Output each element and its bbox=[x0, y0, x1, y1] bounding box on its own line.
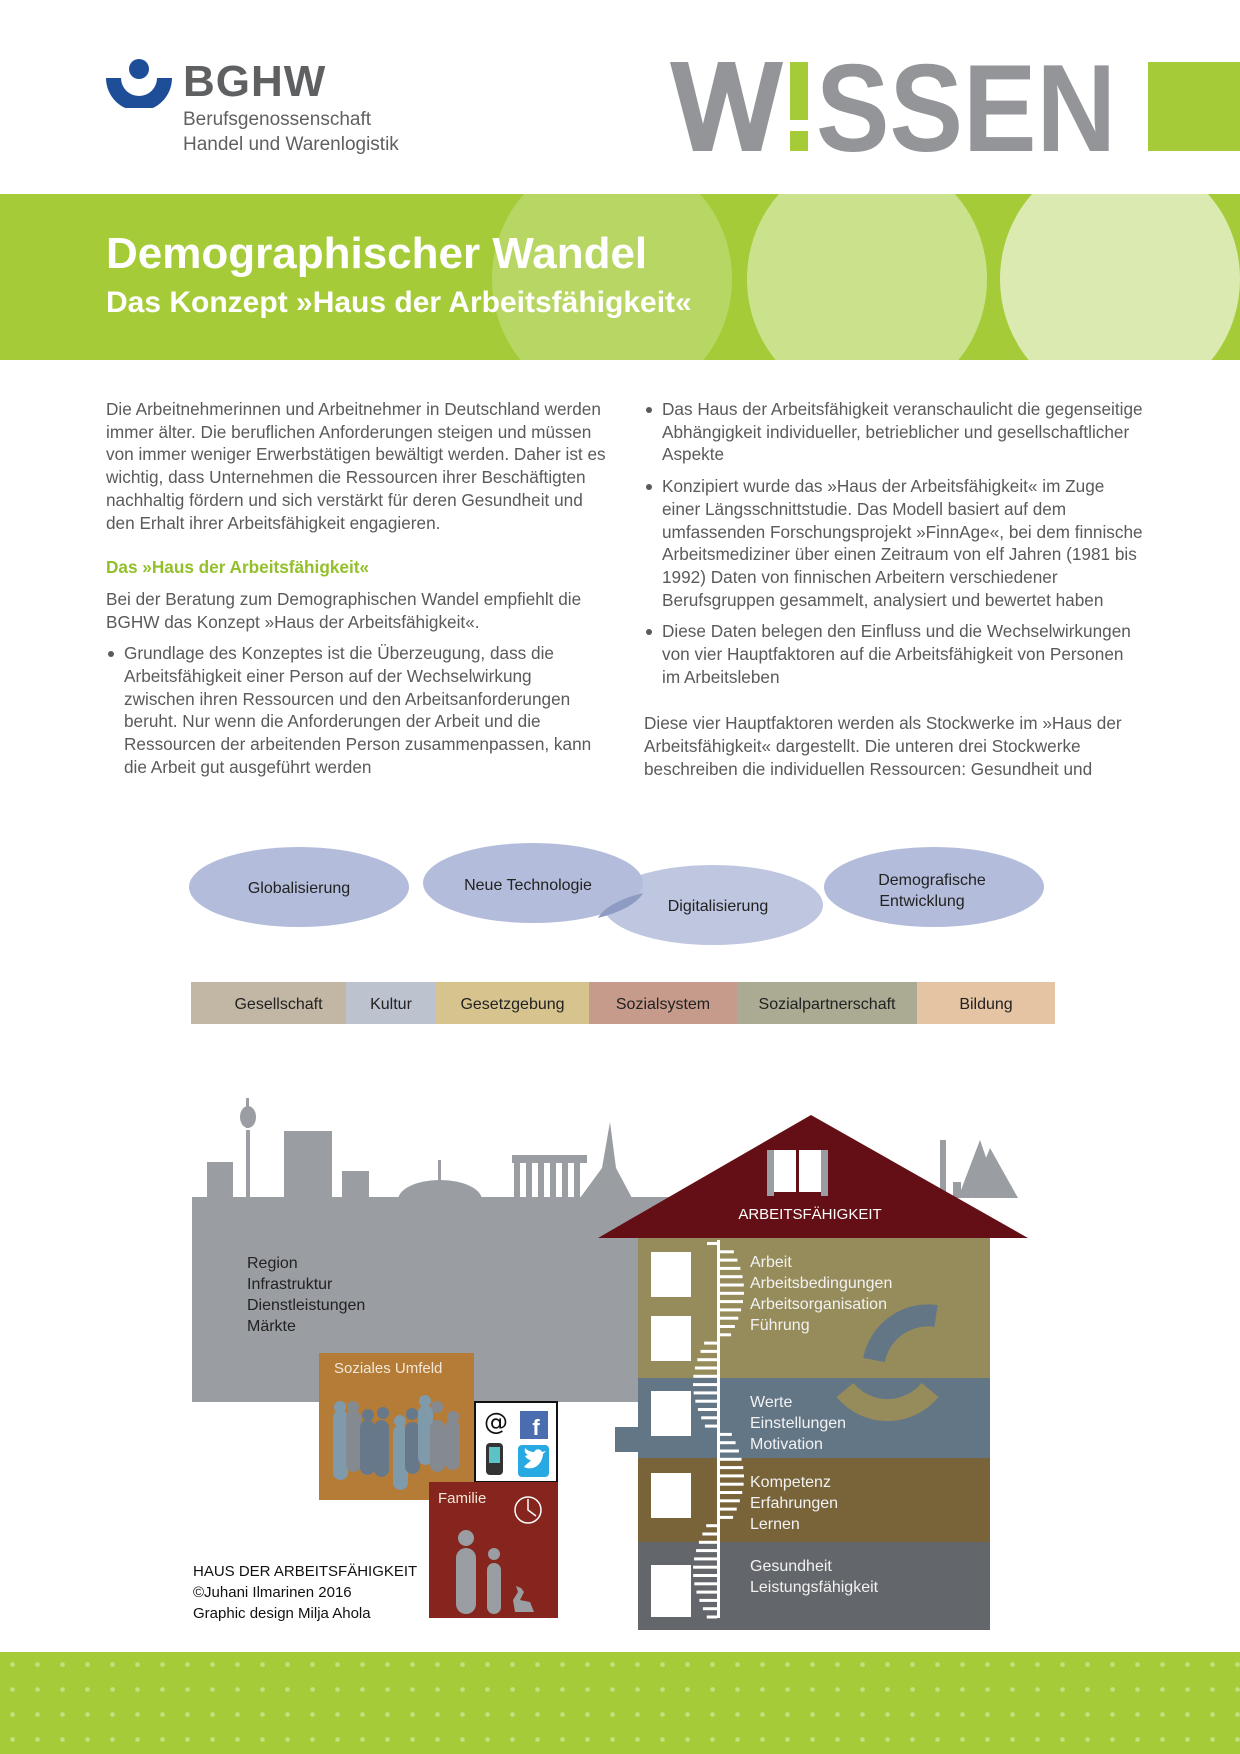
floor-label: Kompetenz bbox=[750, 1474, 831, 1491]
house-window bbox=[651, 1316, 691, 1361]
floor-label: Arbeitsorganisation bbox=[750, 1296, 887, 1313]
region-label: Infrastruktur bbox=[247, 1276, 333, 1293]
ellipse-label: Entwicklung bbox=[879, 893, 965, 910]
ladder-rung bbox=[720, 1474, 744, 1477]
balcony bbox=[615, 1427, 645, 1452]
floor-label: Lernen bbox=[750, 1516, 800, 1533]
ladder-rung bbox=[697, 1358, 717, 1361]
floor-label: Arbeitsbedingungen bbox=[750, 1275, 893, 1292]
factor-bar-label: Kultur bbox=[370, 996, 412, 1013]
credit-line: ©Juhani Ilmarinen 2016 bbox=[193, 1584, 352, 1601]
floor-label: Führung bbox=[750, 1317, 810, 1334]
ladder-rung bbox=[720, 1308, 741, 1311]
logo-subtitle-line2: Handel und Warenlogistik bbox=[183, 134, 399, 155]
ladder-rung bbox=[720, 1491, 742, 1494]
ladder-rung bbox=[703, 1607, 717, 1610]
ladder-rung bbox=[702, 1533, 717, 1536]
region-label: Region bbox=[247, 1255, 298, 1272]
factor-bar-label: Gesellschaft bbox=[234, 996, 323, 1013]
ladder-rung bbox=[706, 1524, 717, 1527]
svg-text:SSEN: SSEN bbox=[816, 58, 1116, 158]
ellipse-label: Globalisierung bbox=[247, 880, 351, 897]
roof-label: ARBEITSFÄHIGKEIT bbox=[738, 1206, 882, 1223]
factor-bar-label: Sozialpartnerschaft bbox=[758, 996, 896, 1013]
ladder-rung bbox=[699, 1599, 717, 1602]
social-environment-label: Soziales Umfeld bbox=[334, 1360, 443, 1377]
ladder-rung bbox=[693, 1574, 717, 1577]
facebook-f-glyph: f bbox=[532, 1415, 540, 1440]
factor-bar-label: Gesetzgebung bbox=[460, 996, 565, 1013]
ladder-rung bbox=[720, 1275, 743, 1278]
ladder-rung bbox=[705, 1425, 717, 1428]
mobile-phone-icon bbox=[486, 1443, 503, 1475]
ladder-rung bbox=[720, 1458, 742, 1461]
text-column-right bbox=[644, 398, 1144, 781]
house-window bbox=[651, 1391, 691, 1436]
family-label: Familie bbox=[438, 1490, 487, 1507]
ladder-rung bbox=[720, 1317, 738, 1320]
intro-paragraph: Die Arbeitnehmerinnen und Arbeitnehmer in Deutschland werden immer älter. Die beruflichen Anforderungen steigen und müssen von immer weniger Erwerbstätigen bewältigt werden. Daher ist es wichtig, dass Unternehmen die Ressourcen ihrer Beschäftigten nachhaltig fördern und sich verstärkt für deren Gesundheit und den Erhalt ihrer Arbeitsfähigkeit engagieren. bbox=[106, 399, 606, 533]
ladder-rung bbox=[720, 1516, 733, 1519]
ladder-rung bbox=[720, 1483, 744, 1486]
house-window bbox=[651, 1473, 691, 1518]
at-icon: @ bbox=[484, 1408, 508, 1436]
ellipse-label: Demografische bbox=[878, 872, 986, 889]
ladder-rung bbox=[720, 1284, 744, 1287]
house-of-work-ability-diagram bbox=[180, 830, 1060, 1630]
ladder-rung bbox=[707, 1616, 717, 1619]
ladder-rung bbox=[720, 1433, 732, 1436]
ladder-rung bbox=[720, 1267, 740, 1270]
credit-line: Graphic design Milja Ahola bbox=[193, 1605, 371, 1622]
floor-label: Werte bbox=[750, 1394, 793, 1411]
house-window bbox=[651, 1565, 691, 1617]
floor-label: Arbeit bbox=[750, 1254, 792, 1271]
page-subtitle: Das Konzept »Haus der Arbeitsfähigkeit« bbox=[106, 286, 692, 319]
wissen-logo bbox=[670, 58, 1240, 158]
factor-bar-label: Sozialsystem bbox=[615, 996, 711, 1013]
ladder-rung bbox=[720, 1441, 736, 1444]
section-intro: Bei der Beratung zum Demographischen Wandel empfiehlt die BGHW das Konzept »Haus der Arbeitsfähigkeit«. bbox=[106, 588, 582, 632]
ladder-rung bbox=[693, 1566, 717, 1569]
bullet-item: Diese Daten belegen den Einfluss und die Wechselwirkungen von vier Hauptfaktoren auf die Arbeitsfähigkeit von Personen im Arbeitsleben bbox=[644, 620, 1144, 688]
floor-label: Einstellungen bbox=[750, 1415, 847, 1432]
bullet-item: Das Haus der Arbeitsfähigkeit veranschaulicht die gegenseitige Abhängigkeit individueller, betrieblicher und gesellschaftlicher Aspekte bbox=[644, 398, 1144, 466]
banner-bubble bbox=[747, 194, 987, 360]
ladder-rung bbox=[693, 1375, 717, 1378]
factor-bar bbox=[191, 982, 1055, 1024]
ladder-rung bbox=[720, 1450, 739, 1453]
region-label: Märkte bbox=[247, 1318, 296, 1335]
ladder-rung bbox=[694, 1582, 717, 1585]
ladder-rung bbox=[720, 1325, 735, 1328]
factor-bar-label: Bildung bbox=[959, 996, 1013, 1013]
ladder-rung bbox=[700, 1350, 717, 1353]
ladder-rung bbox=[720, 1499, 740, 1502]
floor-label: Leistungsfähigkeit bbox=[750, 1579, 879, 1596]
ladder-rung bbox=[695, 1400, 717, 1403]
ladder-rung bbox=[720, 1508, 737, 1511]
ladder-rung bbox=[694, 1557, 717, 1560]
bullet-item: Grundlage des Konzeptes ist die Überzeugung, dass die Arbeitsfähigkeit einer Person auf der Wechselwirkung zwischen ihren Ressourcen und den Arbeitsanforderungen beruht. Nur wenn die Anforderungen der Arbeit und die Ressourcen der arbeitenden Person zusammenpassen, kann die Arbeit gut ausgeführt werden bbox=[106, 642, 606, 778]
page-title: Demographischer Wandel bbox=[106, 229, 648, 278]
ladder-rung bbox=[720, 1300, 743, 1303]
banner-bubble bbox=[1000, 194, 1240, 360]
ladder-rung bbox=[696, 1591, 717, 1594]
floor-label: Gesundheit bbox=[750, 1558, 832, 1575]
text-column-left bbox=[106, 398, 606, 779]
credit-line: HAUS DER ARBEITSFÄHIGKEIT bbox=[193, 1563, 418, 1580]
floor-label: Erfahrungen bbox=[750, 1495, 839, 1512]
ladder-rung bbox=[701, 1416, 717, 1419]
ladder-rung bbox=[707, 1242, 717, 1245]
house-window bbox=[651, 1252, 691, 1297]
section-heading: Das »Haus der Arbeitsfähigkeit« bbox=[106, 557, 369, 578]
ladder-rung bbox=[720, 1250, 734, 1253]
ladder-rung bbox=[720, 1333, 731, 1336]
ladder-rung bbox=[695, 1367, 717, 1370]
ladder-rung bbox=[698, 1408, 717, 1411]
logo-subtitle-line1: Berufsgenossenschaft bbox=[183, 109, 372, 130]
ladder-rung bbox=[696, 1549, 717, 1552]
ellipse-label: Digitalisierung bbox=[667, 898, 769, 915]
ladder-rung bbox=[704, 1342, 717, 1345]
ellipse-label: Neue Technologie bbox=[464, 877, 592, 894]
footer-dotted-strip bbox=[0, 1652, 1240, 1754]
ladder-rung bbox=[699, 1541, 717, 1544]
bghw-logo-mark bbox=[105, 58, 173, 108]
bullet-item: Konzipiert wurde das »Haus der Arbeitsfähigkeit« im Zuge einer Längsschnittstudie. Das Modell basiert auf dem umfassenden Forschungsprojekt »FinnAge«, bei dem finnische Arbeitsmediziner über einen Zeitraum von elf Jahren (1981 bis 1992) Daten von finnischen Arbeitern verschiedener Berufsgruppen gesammelt, analysiert und bewertet haben bbox=[644, 475, 1144, 611]
bghw-logo-text: BGHW bbox=[183, 57, 327, 106]
ladder-rung bbox=[720, 1292, 744, 1295]
ladder-rung bbox=[720, 1466, 743, 1469]
closing-paragraph: Diese vier Hauptfaktoren werden als Stockwerke im »Haus der Arbeitsfähigkeit« dargestellt. Die unteren drei Stockwerke beschreiben die individuellen Ressourcen: Gesundheit und bbox=[644, 713, 1122, 779]
ladder-rung bbox=[693, 1383, 717, 1386]
ladder-spine bbox=[717, 1240, 720, 1618]
ladder-rung bbox=[694, 1391, 717, 1394]
floor-label: Motivation bbox=[750, 1436, 823, 1453]
ladder-rung bbox=[720, 1259, 737, 1262]
region-label: Dienstleistungen bbox=[247, 1297, 366, 1314]
